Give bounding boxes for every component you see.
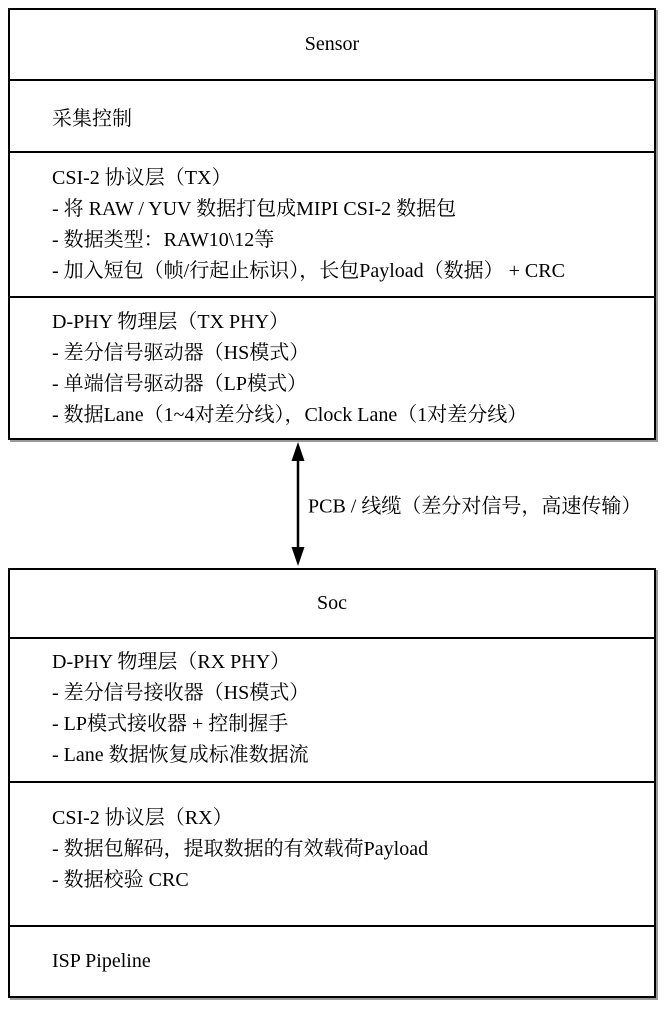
csi2-rx-row [10, 781, 654, 925]
dphy-rx-bullet: - LP模式接收器 + 控制握手 [52, 713, 289, 735]
double-arrow-icon [287, 441, 309, 567]
soc-box [8, 568, 656, 998]
csi2-rx-title: CSI-2 协议层（RX） [52, 807, 233, 829]
dphy-rx-row [10, 637, 654, 781]
csi2-rx-bullet: - 数据校验 CRC [52, 869, 189, 891]
dphy-tx-row [10, 296, 654, 438]
isp-pipeline-label: ISP Pipeline [52, 950, 151, 972]
dphy-rx-title: D-PHY 物理层（RX PHY） [52, 651, 291, 673]
csi2-tx-title: CSI-2 协议层（TX） [52, 167, 232, 189]
soc-box-title: Soc [317, 592, 347, 614]
capture-control-label: 采集控制 [52, 107, 132, 130]
mipi-csi2-stack-diagram [0, 8, 664, 1013]
sensor-box-title: Sensor [304, 33, 360, 55]
interconnect-label: PCB / 线缆（差分对信号，高速传输） [308, 495, 642, 518]
dphy-rx-bullet: - 差分信号接收器（HS模式） [52, 682, 310, 704]
csi2-tx-bullet: - 加入短包（帧/行起止标识），长包Payload（数据） + CRC [52, 260, 565, 282]
dphy-tx-title: D-PHY 物理层（TX PHY） [52, 311, 290, 333]
dphy-rx-bullet: - Lane 数据恢复成标准数据流 [52, 744, 309, 766]
dphy-tx-bullet: - 数据Lane（1~4对差分线），Clock Lane（1对差分线） [52, 404, 528, 426]
capture-control-row [10, 79, 654, 151]
sensor-box-title-row [10, 10, 654, 79]
csi2-tx-row [10, 151, 654, 296]
dphy-tx-bullet: - 单端信号驱动器（LP模式） [52, 373, 307, 395]
soc-box-title-row [10, 570, 654, 637]
csi2-rx-bullet: - 数据包解码，提取数据的有效载荷Payload [52, 838, 429, 860]
isp-pipeline-row [10, 925, 654, 996]
dphy-tx-bullet: - 差分信号驱动器（HS模式） [52, 342, 310, 364]
sensor-box [8, 8, 656, 440]
interconnect-section [0, 440, 664, 568]
csi2-tx-bullet: - 数据类型：RAW10\12等 [52, 229, 275, 251]
csi2-tx-bullet: - 将 RAW / YUV 数据打包成MIPI CSI-2 数据包 [52, 198, 457, 220]
